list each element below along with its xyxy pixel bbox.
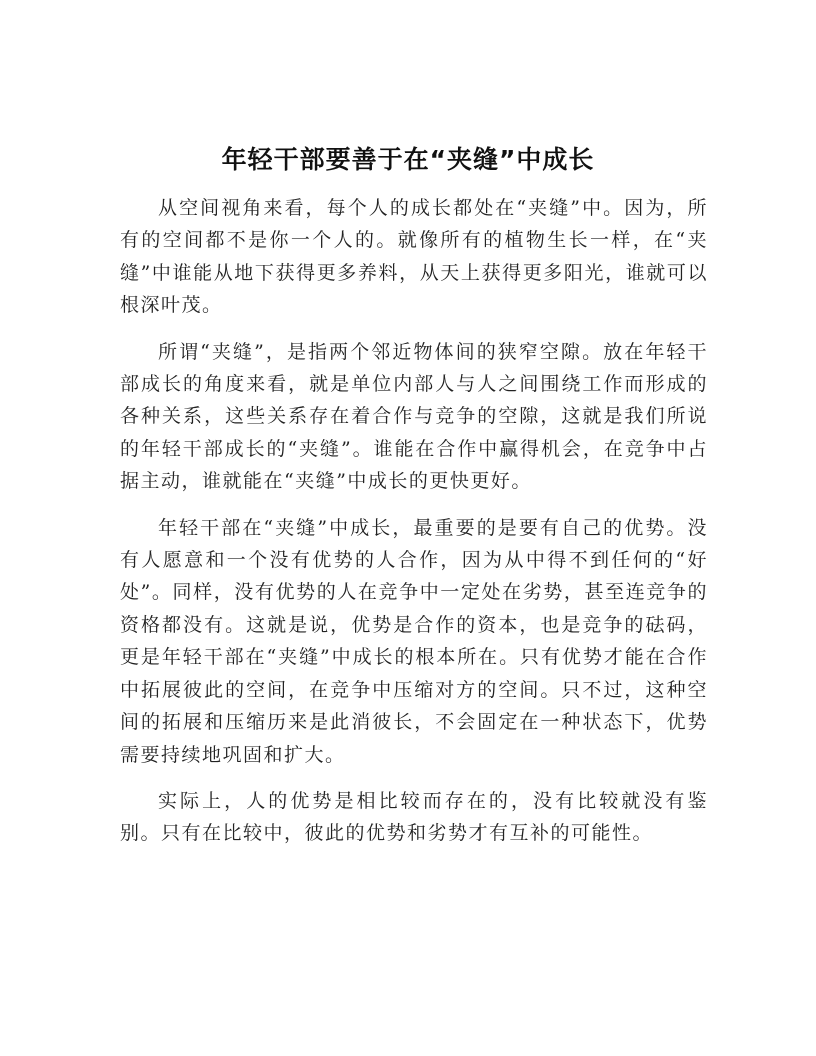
paragraph-4: 实际上，人的优势是相比较而存在的，没有比较就没有鉴别。只有在比较中，彼此的优势和劣势才有互补的可能性。 bbox=[120, 789, 708, 845]
document-body bbox=[120, 192, 708, 864]
paragraph-2: 所谓“夹缝”，是指两个邻近物体间的狭窄空隙。放在年轻干部成长的角度来看，就是单位内部人与人之间围绕工作而形成的各种关系，这些关系存在着合作与竞争的空隙，这就是我们所说的年轻干部成长的“夹缝”。谁能在合作中赢得机会，在竞争中占据主动，谁就能在“夹缝”中成长的更快更好。 bbox=[120, 340, 708, 493]
document-title: 年轻干部要善于在“夹缝”中成长 bbox=[221, 145, 595, 174]
paragraph-1: 从空间视角来看，每个人的成长都处在“夹缝”中。因为，所有的空间都不是你一个人的。就像所有的植物生长一样，在“夹缝”中谁能从地下获得更多养料，从天上获得更多阳光，谁就可以根深叶茂。 bbox=[120, 197, 708, 317]
paragraph-3: 年轻干部在“夹缝”中成长，最重要的是要有自己的优势。没有人愿意和一个没有优势的人合作，因为从中得不到任何的“好处”。同样，没有优势的人在竞争中一定处在劣势，甚至连竞争的资格都没有。这就是说，优势是合作的资本，也是竞争的砝码，更是年轻干部在“夹缝”中成长的根本所在。只有优势才能在合作中拓展彼此的空间，在竞争中压缩对方的空间。只不过，这种空间的拓展和压缩历来是此消彼长，不会固定在一种状态下，优势需要持续地巩固和扩大。 bbox=[120, 516, 708, 766]
